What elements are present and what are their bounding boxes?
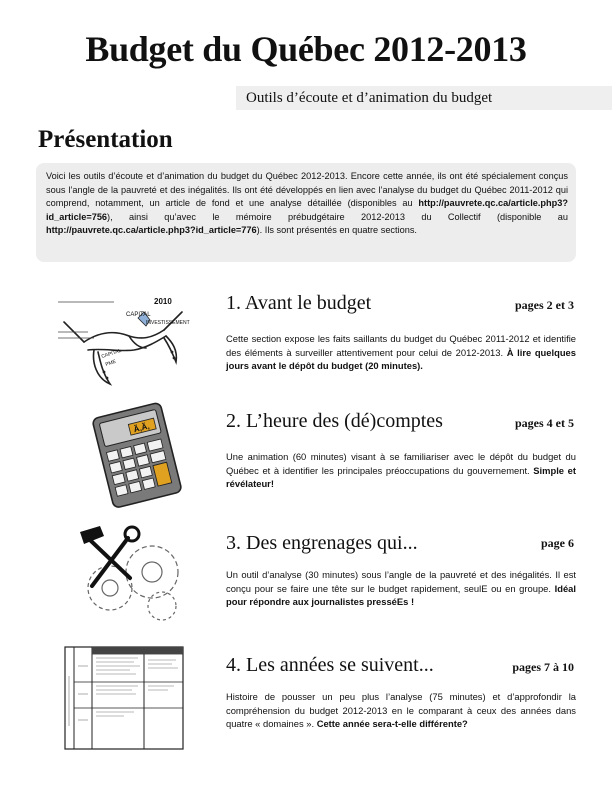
intro-link-1[interactable]: http://pauvrete.qc.ca/article.php3?id_article=756 — [46, 198, 568, 222]
handshake-label-invest: INVESTISSEMENT — [146, 320, 190, 326]
handshake-label-pme: PME — [104, 358, 117, 368]
gears-tools-illustration — [70, 518, 190, 622]
document-title: Budget du Québec 2012-2013 — [85, 29, 527, 69]
section-4-body: Histoire de pousser un peu plus l’analyse (75 minutes) et d’approfondir la compréhension du budget 2012-2013 en le comparant à ceux des années dans quatre « domaines ». Cette année sera-t-elle différente? — [226, 691, 576, 730]
handshake-label-year: 2010 — [154, 297, 172, 306]
intro-paragraph: Voici les outils d’écoute et d’animation du budget du Québec 2012-2013. Encore cette année, ils ont été spécialement conçus sous l’angle de la pauvreté et des inégalités. Ils ont été développés en lien avec l’analyse du budget du Québec 2011-2012 qui comprend, notamment, un article de fond et une analyse détaillée (disponibles au http://pauvrete.qc.ca/article.php3?id_article=756), ainsi qu’avec le mémoire prébudgétaire 2012-2013 du Collectif (disponible au http://pauvrete.qc.ca/article.php3?id_article=776). Ils sont présentés en quatre sections. — [46, 171, 568, 235]
section-3-body: Un outil d’analyse (30 minutes) sous l’angle de la pauvreté et des inégalités. Il est conçu pour se faire une tête sur le budget rapidement, seulE ou en groupe. Idéal pour répondre aux journalistes presséEs ! — [226, 569, 576, 608]
section-3-title: 3. Des engrenages qui... — [226, 532, 418, 554]
section-1-pages: pages 2 et 3 — [515, 298, 574, 312]
handshake-label-capital-2: CAPITAL — [100, 347, 123, 360]
document-subtitle: Outils d’écoute et d’animation du budget — [246, 90, 493, 106]
calculator-illustration — [88, 403, 188, 507]
comparison-table-thumbnail — [64, 646, 184, 750]
section-3-pages: page 6 — [541, 536, 574, 550]
section-2-body: Une animation (60 minutes) visant à se familiariser avec le dépôt du budget du Québec et à identifier les principales préoccupations du gouvernement. Simple et révélateur! — [226, 451, 576, 490]
section-1-body: Cette section expose les faits saillants du budget du Québec 2011-2012 et identifie des éléments à surveiller attentivement pour celui de 2012-2013. À lire quelques jours avant le dépôt du budget (20 minutes). — [226, 333, 576, 372]
intro-link-2[interactable]: http://pauvrete.qc.ca/article.php3?id_article=776 — [46, 225, 257, 235]
section-1-title: 1. Avant le budget — [226, 292, 372, 314]
section-2-pages: pages 4 et 5 — [515, 416, 574, 430]
presentation-heading: Présentation — [38, 126, 173, 153]
section-2-title: 2. L’heure des (dé)comptes — [226, 410, 443, 432]
handshake-illustration — [54, 292, 190, 390]
handshake-label-capital: CAPITAL — [126, 312, 151, 318]
section-4-pages: pages 7 à 10 — [512, 660, 574, 674]
calculator-display: Ã‚Ã‚ — [132, 421, 151, 435]
section-4-title: 4. Les années se suivent... — [226, 654, 434, 676]
